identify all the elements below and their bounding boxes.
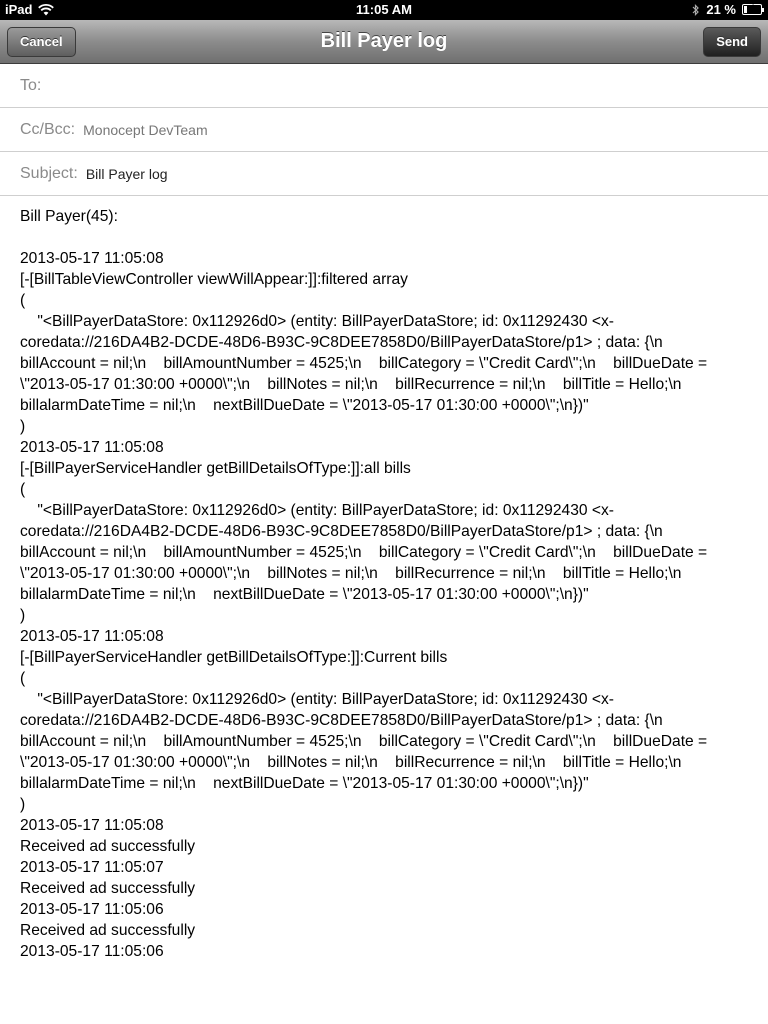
cc-bcc-field[interactable]: [0, 108, 768, 152]
cc-bcc-label: Cc/Bcc:: [20, 120, 76, 138]
cc-bcc-input[interactable]: Monocept DevTeam: [83, 121, 208, 138]
battery-percent: 21 %: [706, 2, 736, 17]
subject-label: Subject:: [20, 164, 78, 182]
status-right: [692, 2, 762, 17]
battery-icon: [742, 4, 762, 15]
subject-input[interactable]: Bill Payer log: [85, 165, 168, 182]
cancel-button[interactable]: Cancel: [7, 27, 76, 57]
device-name: iPad: [5, 2, 33, 17]
battery-fill: [744, 6, 747, 13]
to-field[interactable]: [0, 64, 768, 108]
subject-field[interactable]: [0, 152, 768, 196]
compose-nav-bar: [0, 20, 768, 64]
status-bar: [0, 0, 768, 20]
page-title: Bill Payer log: [320, 30, 448, 52]
send-button[interactable]: Send: [703, 27, 761, 57]
message-body[interactable]: Bill Payer(45): 2013-05-17 11:05:08 [-[BillTableViewController viewWillAppear:]]:filtered array ( "<BillPayerDataStore: 0x112926d0> (entity: BillPayerDataStore; id: 0x11292430 <x-coredata://216DA4B2-DCDE-48D6-B93C-9C8DEE7858D0/BillPayerDataStore/p1> ; data: {\n billAccount = nil;\n billAmountNumber = 4525;\n billCategory = \"Credit Card\";\n billDueDate = \"2013-05-17 01:30:00 +0000\";\n billNotes = nil;\n billRecurrence = nil;\n billTitle = Hello;\n billalarmDateTime = nil;\n nextBillDueDate = \"2013-05-17 01:30:00 +0000\";\n})" ) 2013-05-17 11:05:08 [-[BillPayerServiceHandler getBillDetailsOfType:]]:all bills ( "<BillPayerDataStore: 0x112926d0> (entity: BillPayerDataStore; id: 0x11292430 <x-coredata://216DA4B2-DCDE-48D6-B93C-9C8DEE7858D0/BillPayerDataStore/p1> ; data: {\n billAccount = nil;\n billAmountNumber = 4525;\n billCategory = \"Credit Card\";\n billDueDate = \"2013-05-17 01:30:00 +0000\";\n billNotes = nil;\n billRecurrence = nil;\n billTitle = Hello;\n billalarmDateTime = nil;\n nextBillDueDate = \"2013-05-17 01:30:00 +0000\";\n})" ) 2013-05-17 11:05:08 [-[BillPayerServiceHandler getBillDetailsOfType:]]:Current bills ( "<BillPayerDataStore: 0x112926d0> (entity: BillPayerDataStore; id: 0x11292430 <x-coredata://216DA4B2-DCDE-48D6-B93C-9C8DEE7858D0/BillPayerDataStore/p1> ; data: {\n billAccount = nil;\n billAmountNumber = 4525;\n billCategory = \"Credit Card\";\n billDueDate = \"2013-05-17 01:30:00 +0000\";\n billNotes = nil;\n billRecurrence = nil;\n billTitle = Hello;\n billalarmDateTime = nil;\n nextBillDueDate = \"2013-05-17 01:30:00 +0000\";\n})" ) 2013-05-17 11:05:08 Received ad successfully 2013-05-17 11:05:07 Received ad successfully 2013-05-17 11:05:06 Received ad successfully 2013-05-17 11:05:06: [20, 208, 708, 960]
charging-bolt-icon: ⚡: [748, 3, 756, 14]
to-label: To:: [20, 76, 42, 94]
status-time: 11:05 AM: [356, 2, 412, 17]
bluetooth-icon: [692, 4, 700, 16]
